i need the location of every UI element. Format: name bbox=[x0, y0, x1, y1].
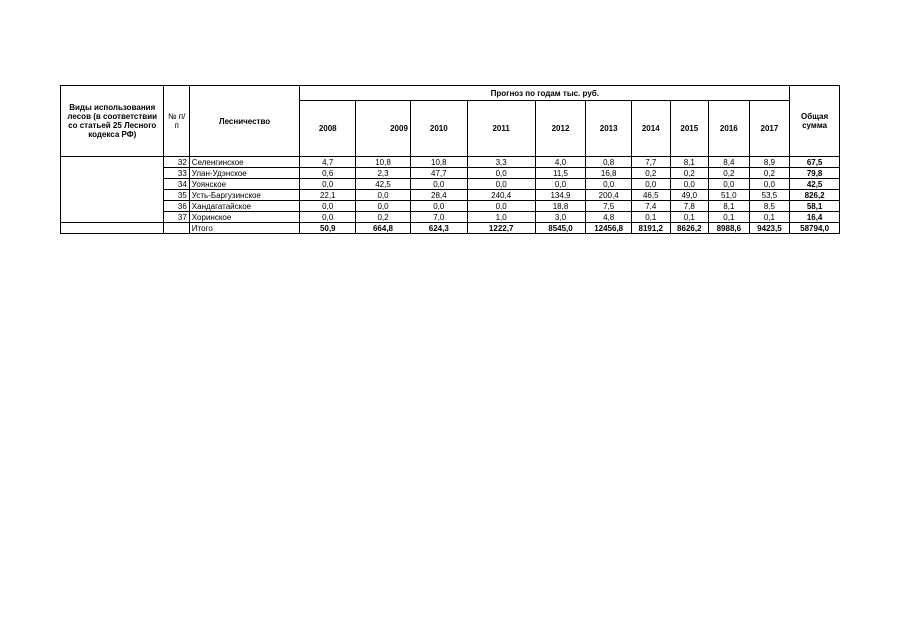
header-year: 2012 bbox=[535, 101, 586, 157]
forestry-name: Хоринское bbox=[189, 212, 300, 223]
table-row bbox=[61, 190, 840, 201]
value-cell: 10,8 bbox=[356, 157, 411, 168]
value-cell: 11,5 bbox=[535, 168, 586, 179]
value-cell: 0,0 bbox=[467, 201, 535, 212]
value-cell: 4,8 bbox=[586, 212, 632, 223]
value-cell: 53,5 bbox=[749, 190, 790, 201]
forestry-name: Уоянское bbox=[189, 179, 300, 190]
value-cell: 42,5 bbox=[356, 179, 411, 190]
header-year: 2016 bbox=[709, 101, 750, 157]
forestry-name: Улан-Удэнское bbox=[189, 168, 300, 179]
forestry-name: Хандагатайское bbox=[189, 201, 300, 212]
value-cell: 0,0 bbox=[356, 201, 411, 212]
total-value: 664,8 bbox=[356, 223, 411, 234]
row-total: 16,4 bbox=[790, 212, 840, 223]
value-cell: 0,2 bbox=[709, 168, 750, 179]
header-year: 2009 bbox=[356, 101, 411, 157]
header-year: 2015 bbox=[670, 101, 709, 157]
value-cell: 0,2 bbox=[670, 168, 709, 179]
table-row bbox=[61, 179, 840, 190]
value-cell: 0,0 bbox=[410, 201, 467, 212]
value-cell: 4,0 bbox=[535, 157, 586, 168]
value-cell: 8,5 bbox=[749, 201, 790, 212]
header-forestry: Лесничество bbox=[189, 86, 300, 157]
total-value: 8988,6 bbox=[709, 223, 750, 234]
value-cell: 7,5 bbox=[586, 201, 632, 212]
value-cell: 51,0 bbox=[709, 190, 750, 201]
value-cell: 0,1 bbox=[749, 212, 790, 223]
row-number: 32 bbox=[164, 157, 189, 168]
value-cell: 0,2 bbox=[631, 168, 670, 179]
header-total: Общая сумма bbox=[790, 86, 840, 157]
header-year: 2017 bbox=[749, 101, 790, 157]
total-value: 8191,2 bbox=[631, 223, 670, 234]
value-cell: 200,4 bbox=[586, 190, 632, 201]
value-cell: 0,0 bbox=[670, 179, 709, 190]
value-cell: 16,8 bbox=[586, 168, 632, 179]
value-cell: 0,0 bbox=[749, 179, 790, 190]
value-cell: 0,0 bbox=[586, 179, 632, 190]
value-cell: 10,8 bbox=[410, 157, 467, 168]
value-cell: 134,9 bbox=[535, 190, 586, 201]
header-num: № п/п bbox=[164, 86, 189, 157]
forecast-table bbox=[60, 85, 840, 234]
value-cell: 3,0 bbox=[535, 212, 586, 223]
row-total: 42,5 bbox=[790, 179, 840, 190]
row-total: 67,5 bbox=[790, 157, 840, 168]
value-cell: 28,4 bbox=[410, 190, 467, 201]
row-number: 36 bbox=[164, 201, 189, 212]
table-row bbox=[61, 157, 840, 168]
value-cell: 49,0 bbox=[670, 190, 709, 201]
value-cell: 0,0 bbox=[709, 179, 750, 190]
row-number: 35 bbox=[164, 190, 189, 201]
row-number: 33 bbox=[164, 168, 189, 179]
usage-cell bbox=[61, 157, 164, 223]
value-cell: 0,1 bbox=[631, 212, 670, 223]
value-cell: 47,7 bbox=[410, 168, 467, 179]
header-usage: Виды использования лесов (в соответствии со статьей 25 Лесного кодекса РФ) bbox=[61, 86, 164, 157]
total-value: 8545,0 bbox=[535, 223, 586, 234]
value-cell: 1,0 bbox=[467, 212, 535, 223]
value-cell: 0,1 bbox=[670, 212, 709, 223]
total-value: 8626,2 bbox=[670, 223, 709, 234]
total-value: 624,3 bbox=[410, 223, 467, 234]
value-cell: 0,0 bbox=[356, 190, 411, 201]
empty-cell bbox=[164, 223, 189, 234]
grand-total: 58794,0 bbox=[790, 223, 840, 234]
value-cell: 0,0 bbox=[410, 179, 467, 190]
value-cell: 0,8 bbox=[586, 157, 632, 168]
value-cell: 18,8 bbox=[535, 201, 586, 212]
table-row bbox=[61, 168, 840, 179]
value-cell: 8,1 bbox=[670, 157, 709, 168]
value-cell: 0,1 bbox=[709, 212, 750, 223]
forestry-name: Селенгинское bbox=[189, 157, 300, 168]
value-cell: 22,1 bbox=[300, 190, 356, 201]
forestry-name: Усть-Баргузинское bbox=[189, 190, 300, 201]
header-year: 2010 bbox=[410, 101, 467, 157]
value-cell: 3,3 bbox=[467, 157, 535, 168]
value-cell: 8,4 bbox=[709, 157, 750, 168]
value-cell: 0,2 bbox=[356, 212, 411, 223]
value-cell: 2,3 bbox=[356, 168, 411, 179]
value-cell: 8,9 bbox=[749, 157, 790, 168]
row-total: 58,1 bbox=[790, 201, 840, 212]
total-value: 12456,8 bbox=[586, 223, 632, 234]
total-value: 50,9 bbox=[300, 223, 356, 234]
header-year: 2013 bbox=[586, 101, 632, 157]
value-cell: 8,1 bbox=[709, 201, 750, 212]
header-year: 2011 bbox=[467, 101, 535, 157]
total-value: 9423,5 bbox=[749, 223, 790, 234]
header-forecast: Прогноз по годам тыс. руб. bbox=[300, 86, 790, 101]
value-cell: 7,8 bbox=[670, 201, 709, 212]
value-cell: 7,0 bbox=[410, 212, 467, 223]
value-cell: 7,7 bbox=[631, 157, 670, 168]
value-cell: 240,4 bbox=[467, 190, 535, 201]
total-value: 1222,7 bbox=[467, 223, 535, 234]
table-row bbox=[61, 212, 840, 223]
empty-cell bbox=[61, 223, 164, 234]
value-cell: 0,0 bbox=[300, 179, 356, 190]
value-cell: 0,2 bbox=[749, 168, 790, 179]
row-total: 79,8 bbox=[790, 168, 840, 179]
row-number: 34 bbox=[164, 179, 189, 190]
header-year: 2008 bbox=[300, 101, 356, 157]
value-cell: 0,0 bbox=[467, 168, 535, 179]
value-cell: 0,0 bbox=[467, 179, 535, 190]
row-total: 826,2 bbox=[790, 190, 840, 201]
table-row bbox=[61, 201, 840, 212]
value-cell: 7,4 bbox=[631, 201, 670, 212]
header-year: 2014 bbox=[631, 101, 670, 157]
value-cell: 0,0 bbox=[300, 201, 356, 212]
value-cell: 0,6 bbox=[300, 168, 356, 179]
value-cell: 0,0 bbox=[631, 179, 670, 190]
value-cell: 0,0 bbox=[300, 212, 356, 223]
value-cell: 0,0 bbox=[535, 179, 586, 190]
value-cell: 46,5 bbox=[631, 190, 670, 201]
total-label: Итого bbox=[189, 223, 300, 234]
total-row bbox=[61, 223, 840, 234]
row-number: 37 bbox=[164, 212, 189, 223]
value-cell: 4,7 bbox=[300, 157, 356, 168]
